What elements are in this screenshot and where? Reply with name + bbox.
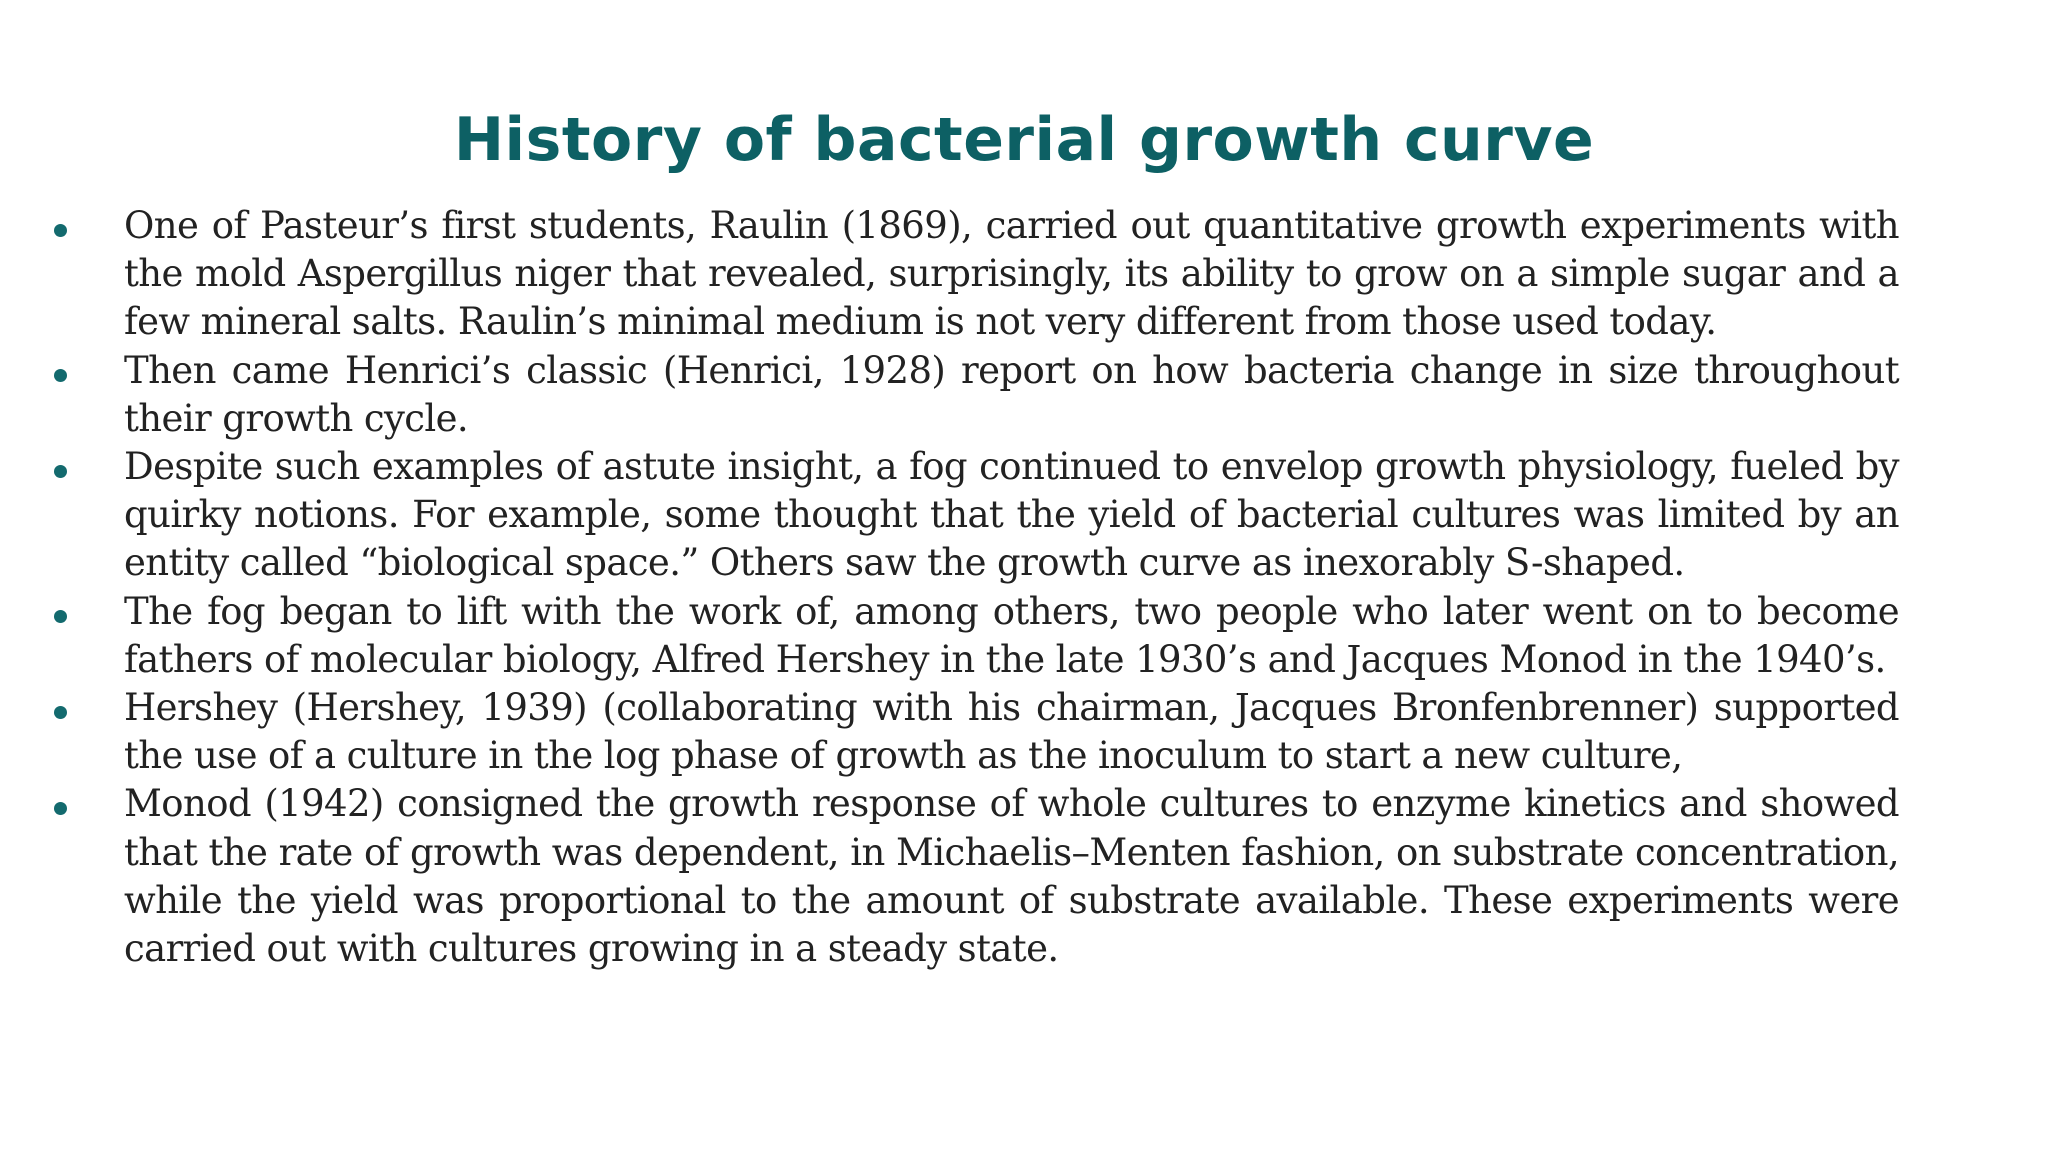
bullet-dot-icon [54, 224, 67, 237]
list-item [124, 202, 1899, 347]
bullet-dot-icon [54, 465, 67, 478]
bullet-dot-icon [54, 610, 67, 623]
slide-title: History of bacterial growth curve [453, 105, 1595, 175]
list-item [124, 780, 1899, 973]
list-item [124, 347, 1899, 443]
bullet-text: One of Pasteur’s first students, Raulin (1869), carried out quantitative growth experiments with the mold Aspergillus niger that revealed, surprisingly, its ability to grow on a simple sugar and a few mineral salts. Raulin’s minimal medium is not very different from those used today. [124, 204, 1899, 344]
list-item [124, 684, 1899, 780]
bullet-list [124, 202, 1899, 973]
bullet-text: The fog began to lift with the work of, among others, two people who later went on to become fathers of molecular biology, Alfred Hershey in the late 1930’s and Jacques Monod in the 1940’s. [124, 589, 1899, 681]
bullet-text: Hershey (Hershey, 1939) (collaborating with his chairman, Jacques Bronfenbrenner) supported the use of a culture in the log phase of growth as the inoculum to start a new culture, [124, 686, 1899, 778]
bullet-dot-icon [54, 706, 67, 719]
bullet-dot-icon [54, 802, 67, 815]
bullet-text: Then came Henrici’s classic (Henrici, 1928) report on how bacteria change in size throughout their growth cycle. [124, 348, 1899, 440]
bullet-text: Despite such examples of astute insight, a fog continued to envelop growth physiology, fueled by quirky notions. For example, some thought that the yield of bacterial cultures was limited by an entity called “biological space.” Others saw the growth curve as inexorably S-shaped. [124, 445, 1899, 585]
list-item [124, 443, 1899, 588]
bullet-dot-icon [54, 369, 67, 382]
list-item [124, 588, 1899, 684]
bullet-text: Monod (1942) consigned the growth response of whole cultures to enzyme kinetics and showed that the rate of growth was dependent, in Michaelis–Menten fashion, on substrate concentration, while the yield was proportional to the amount of substrate available. These experiments were carried out with cultures growing in a steady state. [124, 782, 1899, 971]
